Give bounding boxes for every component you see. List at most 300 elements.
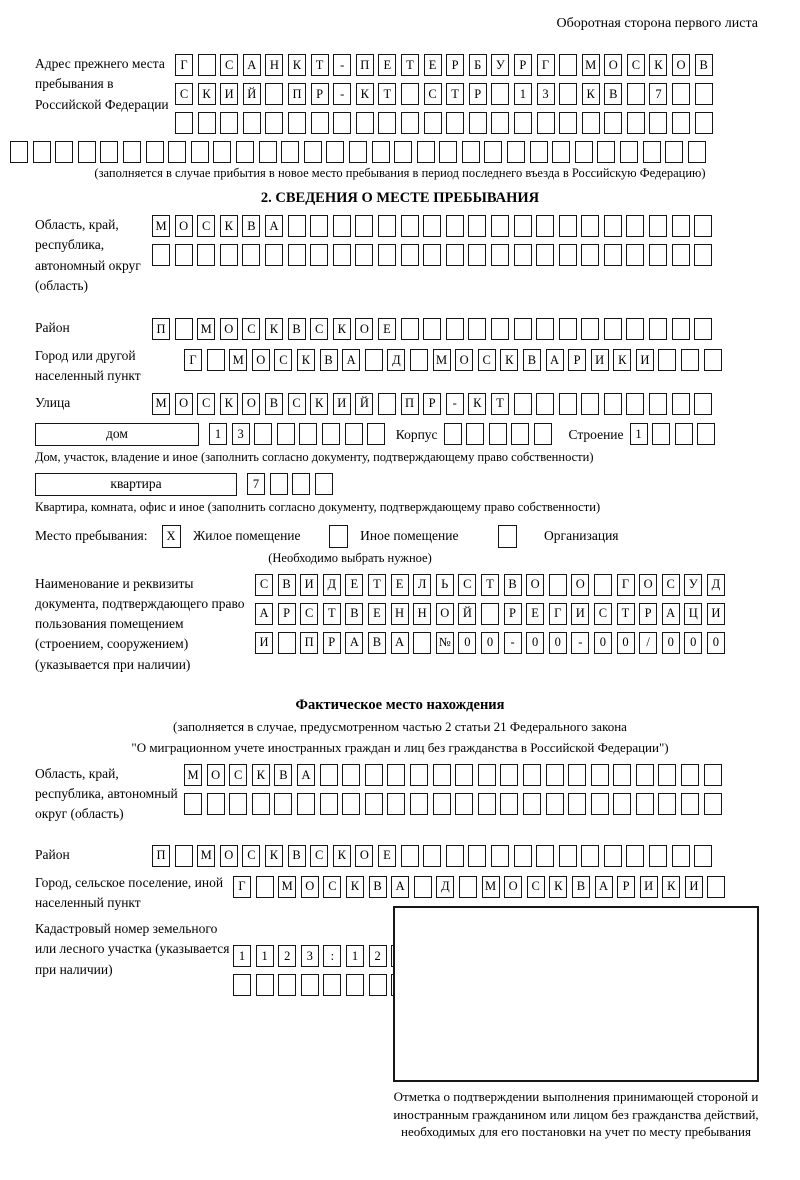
char-box[interactable]: [320, 793, 338, 815]
char-box[interactable]: [489, 423, 507, 445]
char-box[interactable]: 3: [301, 945, 319, 967]
char-box[interactable]: [346, 974, 364, 996]
char-box[interactable]: [401, 244, 419, 266]
char-box[interactable]: К: [265, 845, 283, 867]
char-box[interactable]: [444, 423, 462, 445]
char-box[interactable]: [342, 793, 360, 815]
char-box[interactable]: [523, 764, 541, 786]
char-box[interactable]: [254, 423, 272, 445]
char-box[interactable]: [500, 793, 518, 815]
char-box[interactable]: С: [242, 845, 260, 867]
char-box[interactable]: О: [355, 845, 373, 867]
char-box[interactable]: /: [639, 632, 657, 654]
char-box[interactable]: [423, 244, 441, 266]
char-box[interactable]: [652, 423, 670, 445]
char-box[interactable]: [649, 318, 667, 340]
char-box[interactable]: [649, 244, 667, 266]
char-box[interactable]: Т: [481, 574, 499, 596]
char-box[interactable]: А: [391, 876, 409, 898]
char-box[interactable]: В: [368, 632, 386, 654]
char-box[interactable]: [582, 112, 600, 134]
char-box[interactable]: М: [229, 349, 247, 371]
char-box[interactable]: 1: [514, 83, 532, 105]
char-box[interactable]: С: [310, 318, 328, 340]
char-box[interactable]: К: [613, 349, 631, 371]
char-box[interactable]: Г: [617, 574, 635, 596]
char-box[interactable]: С: [458, 574, 476, 596]
char-box[interactable]: [433, 793, 451, 815]
char-box[interactable]: 0: [707, 632, 725, 654]
char-box[interactable]: Р: [311, 83, 329, 105]
char-box[interactable]: [355, 244, 373, 266]
char-box[interactable]: И: [591, 349, 609, 371]
char-box[interactable]: О: [175, 215, 193, 237]
char-box[interactable]: К: [310, 393, 328, 415]
char-box[interactable]: [559, 393, 577, 415]
char-box[interactable]: [256, 876, 274, 898]
char-box[interactable]: [459, 876, 477, 898]
char-box[interactable]: [626, 318, 644, 340]
char-box[interactable]: С: [255, 574, 273, 596]
char-box[interactable]: [401, 112, 419, 134]
char-box[interactable]: [536, 215, 554, 237]
char-box[interactable]: И: [685, 876, 703, 898]
char-box[interactable]: И: [255, 632, 273, 654]
char-box[interactable]: П: [152, 845, 170, 867]
char-box[interactable]: [349, 141, 367, 163]
char-box[interactable]: Г: [175, 54, 193, 76]
char-box[interactable]: -: [333, 54, 351, 76]
char-box[interactable]: С: [220, 54, 238, 76]
char-box[interactable]: [401, 215, 419, 237]
char-box[interactable]: [270, 473, 288, 495]
char-box[interactable]: П: [300, 632, 318, 654]
char-box[interactable]: [424, 112, 442, 134]
char-box[interactable]: 7: [649, 83, 667, 105]
char-box[interactable]: [243, 112, 261, 134]
char-box[interactable]: А: [546, 349, 564, 371]
char-box[interactable]: [559, 54, 577, 76]
char-box[interactable]: [636, 793, 654, 815]
char-box[interactable]: 1: [346, 945, 364, 967]
char-box[interactable]: [613, 793, 631, 815]
char-box[interactable]: [688, 141, 706, 163]
char-box[interactable]: С: [288, 393, 306, 415]
char-box[interactable]: А: [255, 603, 273, 625]
char-box[interactable]: Е: [378, 318, 396, 340]
char-box[interactable]: И: [220, 83, 238, 105]
char-box[interactable]: [484, 141, 502, 163]
char-box[interactable]: М: [482, 876, 500, 898]
char-box[interactable]: [301, 974, 319, 996]
char-box[interactable]: Р: [639, 603, 657, 625]
char-box[interactable]: К: [288, 54, 306, 76]
char-box[interactable]: Т: [311, 54, 329, 76]
char-box[interactable]: С: [478, 349, 496, 371]
char-box[interactable]: [299, 423, 317, 445]
char-box[interactable]: [417, 141, 435, 163]
char-box[interactable]: Й: [458, 603, 476, 625]
char-box[interactable]: 1: [630, 423, 648, 445]
char-box[interactable]: [672, 393, 690, 415]
char-box[interactable]: [423, 318, 441, 340]
char-box[interactable]: [175, 244, 193, 266]
char-box[interactable]: [546, 793, 564, 815]
char-box[interactable]: [559, 112, 577, 134]
char-box[interactable]: Г: [184, 349, 202, 371]
char-box[interactable]: Г: [537, 54, 555, 76]
checkbox-organizatsiya[interactable]: [498, 525, 517, 548]
char-box[interactable]: В: [265, 393, 283, 415]
char-box[interactable]: А: [243, 54, 261, 76]
char-box[interactable]: -: [333, 83, 351, 105]
char-box[interactable]: О: [672, 54, 690, 76]
char-box[interactable]: [549, 574, 567, 596]
char-box[interactable]: 0: [662, 632, 680, 654]
char-box[interactable]: [213, 141, 231, 163]
char-box[interactable]: И: [333, 393, 351, 415]
char-box[interactable]: Д: [707, 574, 725, 596]
char-box[interactable]: [559, 244, 577, 266]
char-box[interactable]: Т: [378, 83, 396, 105]
char-box[interactable]: [552, 141, 570, 163]
char-box[interactable]: [658, 764, 676, 786]
char-box[interactable]: В: [274, 764, 292, 786]
char-box[interactable]: В: [504, 574, 522, 596]
char-box[interactable]: А: [595, 876, 613, 898]
char-box[interactable]: Ь: [436, 574, 454, 596]
char-box[interactable]: [277, 423, 295, 445]
char-box[interactable]: [500, 764, 518, 786]
char-box[interactable]: С: [627, 54, 645, 76]
char-box[interactable]: А: [342, 349, 360, 371]
char-box[interactable]: [604, 393, 622, 415]
char-box[interactable]: [410, 349, 428, 371]
char-box[interactable]: С: [424, 83, 442, 105]
char-box[interactable]: [455, 793, 473, 815]
char-box[interactable]: С: [242, 318, 260, 340]
char-box[interactable]: [523, 793, 541, 815]
char-box[interactable]: [604, 244, 622, 266]
char-box[interactable]: Т: [491, 393, 509, 415]
char-box[interactable]: [378, 215, 396, 237]
char-box[interactable]: Е: [391, 574, 409, 596]
char-box[interactable]: [695, 112, 713, 134]
char-box[interactable]: [649, 393, 667, 415]
char-box[interactable]: 0: [481, 632, 499, 654]
char-box[interactable]: [672, 845, 690, 867]
char-box[interactable]: №: [436, 632, 454, 654]
char-box[interactable]: [514, 318, 532, 340]
char-box[interactable]: Т: [617, 603, 635, 625]
char-box[interactable]: [575, 141, 593, 163]
char-box[interactable]: [197, 244, 215, 266]
char-box[interactable]: [414, 876, 432, 898]
char-box[interactable]: 0: [684, 632, 702, 654]
char-box[interactable]: [536, 393, 554, 415]
char-box[interactable]: К: [220, 393, 238, 415]
char-box[interactable]: К: [649, 54, 667, 76]
char-box[interactable]: К: [500, 349, 518, 371]
char-box[interactable]: М: [197, 845, 215, 867]
char-box[interactable]: [146, 141, 164, 163]
char-box[interactable]: [311, 112, 329, 134]
char-box[interactable]: [446, 318, 464, 340]
char-box[interactable]: О: [207, 764, 225, 786]
char-box[interactable]: [649, 845, 667, 867]
char-box[interactable]: М: [152, 393, 170, 415]
char-box[interactable]: [627, 112, 645, 134]
char-box[interactable]: [514, 215, 532, 237]
char-box[interactable]: -: [504, 632, 522, 654]
char-box[interactable]: [511, 423, 529, 445]
char-box[interactable]: Т: [323, 603, 341, 625]
char-box[interactable]: 1: [256, 945, 274, 967]
char-box[interactable]: Е: [345, 574, 363, 596]
char-box[interactable]: 1: [209, 423, 227, 445]
char-box[interactable]: 0: [458, 632, 476, 654]
char-box[interactable]: [252, 793, 270, 815]
char-box[interactable]: Н: [391, 603, 409, 625]
char-box[interactable]: [10, 141, 28, 163]
char-box[interactable]: [658, 349, 676, 371]
char-box[interactable]: [387, 793, 405, 815]
char-box[interactable]: [537, 112, 555, 134]
char-box[interactable]: [491, 244, 509, 266]
char-box[interactable]: С: [175, 83, 193, 105]
char-box[interactable]: [468, 244, 486, 266]
char-box[interactable]: [581, 244, 599, 266]
char-box[interactable]: [367, 423, 385, 445]
char-box[interactable]: [322, 423, 340, 445]
char-box[interactable]: [514, 393, 532, 415]
char-box[interactable]: [675, 423, 693, 445]
char-box[interactable]: [184, 793, 202, 815]
char-box[interactable]: О: [604, 54, 622, 76]
char-box[interactable]: Б: [469, 54, 487, 76]
char-box[interactable]: [697, 423, 715, 445]
char-box[interactable]: [278, 632, 296, 654]
char-box[interactable]: И: [571, 603, 589, 625]
char-box[interactable]: К: [549, 876, 567, 898]
char-box[interactable]: [478, 764, 496, 786]
char-box[interactable]: О: [301, 876, 319, 898]
checkbox-inoe-pomeshchenie[interactable]: [329, 525, 348, 548]
char-box[interactable]: О: [639, 574, 657, 596]
char-box[interactable]: 0: [594, 632, 612, 654]
char-box[interactable]: О: [455, 349, 473, 371]
char-box[interactable]: [559, 318, 577, 340]
char-box[interactable]: Р: [514, 54, 532, 76]
char-box[interactable]: О: [252, 349, 270, 371]
char-box[interactable]: [345, 423, 363, 445]
char-box[interactable]: [507, 141, 525, 163]
char-box[interactable]: [695, 83, 713, 105]
char-box[interactable]: [704, 793, 722, 815]
char-box[interactable]: Е: [378, 845, 396, 867]
char-box[interactable]: [100, 141, 118, 163]
char-box[interactable]: [297, 793, 315, 815]
char-box[interactable]: К: [356, 83, 374, 105]
char-box[interactable]: Г: [233, 876, 251, 898]
char-box[interactable]: [265, 83, 283, 105]
char-box[interactable]: О: [220, 845, 238, 867]
char-box[interactable]: А: [345, 632, 363, 654]
char-box[interactable]: В: [572, 876, 590, 898]
char-box[interactable]: Т: [446, 83, 464, 105]
char-box[interactable]: [365, 349, 383, 371]
char-box[interactable]: [534, 423, 552, 445]
char-box[interactable]: [259, 141, 277, 163]
char-box[interactable]: [568, 793, 586, 815]
char-box[interactable]: [229, 793, 247, 815]
char-box[interactable]: Р: [446, 54, 464, 76]
char-box[interactable]: Р: [323, 632, 341, 654]
char-box[interactable]: [514, 845, 532, 867]
char-box[interactable]: [559, 845, 577, 867]
char-box[interactable]: С: [594, 603, 612, 625]
char-box[interactable]: [672, 83, 690, 105]
char-box[interactable]: И: [707, 603, 725, 625]
char-box[interactable]: 0: [549, 632, 567, 654]
char-box[interactable]: [466, 423, 484, 445]
char-box[interactable]: [274, 793, 292, 815]
char-box[interactable]: [207, 349, 225, 371]
char-box[interactable]: [265, 244, 283, 266]
char-box[interactable]: [320, 764, 338, 786]
char-box[interactable]: В: [242, 215, 260, 237]
char-box[interactable]: М: [433, 349, 451, 371]
char-box[interactable]: [536, 845, 554, 867]
char-box[interactable]: [649, 215, 667, 237]
char-box[interactable]: 7: [247, 473, 265, 495]
char-box[interactable]: [439, 141, 457, 163]
char-box[interactable]: В: [288, 845, 306, 867]
char-box[interactable]: И: [640, 876, 658, 898]
char-box[interactable]: Р: [568, 349, 586, 371]
char-box[interactable]: [581, 393, 599, 415]
char-box[interactable]: [604, 318, 622, 340]
char-box[interactable]: [333, 112, 351, 134]
char-box[interactable]: П: [401, 393, 419, 415]
char-box[interactable]: [672, 318, 690, 340]
char-box[interactable]: [433, 764, 451, 786]
char-box[interactable]: [568, 764, 586, 786]
char-box[interactable]: В: [320, 349, 338, 371]
char-box[interactable]: И: [636, 349, 654, 371]
char-box[interactable]: [446, 845, 464, 867]
char-box[interactable]: 3: [537, 83, 555, 105]
char-box[interactable]: Г: [549, 603, 567, 625]
char-box[interactable]: У: [491, 54, 509, 76]
char-box[interactable]: Й: [243, 83, 261, 105]
char-box[interactable]: М: [184, 764, 202, 786]
char-box[interactable]: [462, 141, 480, 163]
char-box[interactable]: [681, 793, 699, 815]
char-box[interactable]: [626, 215, 644, 237]
char-box[interactable]: П: [356, 54, 374, 76]
char-box[interactable]: Н: [413, 603, 431, 625]
char-box[interactable]: П: [152, 318, 170, 340]
char-box[interactable]: О: [504, 876, 522, 898]
char-box[interactable]: [198, 54, 216, 76]
char-box[interactable]: [278, 974, 296, 996]
char-box[interactable]: [315, 473, 333, 495]
char-box[interactable]: Р: [278, 603, 296, 625]
char-box[interactable]: [342, 764, 360, 786]
char-box[interactable]: [530, 141, 548, 163]
char-box[interactable]: К: [220, 215, 238, 237]
char-box[interactable]: [591, 793, 609, 815]
char-box[interactable]: М: [278, 876, 296, 898]
char-box[interactable]: [233, 974, 251, 996]
char-box[interactable]: С: [197, 215, 215, 237]
char-box[interactable]: -: [571, 632, 589, 654]
char-box[interactable]: [694, 318, 712, 340]
char-box[interactable]: С: [323, 876, 341, 898]
char-box[interactable]: [220, 112, 238, 134]
char-box[interactable]: С: [229, 764, 247, 786]
char-box[interactable]: [123, 141, 141, 163]
char-box[interactable]: [694, 845, 712, 867]
char-box[interactable]: [581, 845, 599, 867]
char-box[interactable]: [491, 112, 509, 134]
char-box[interactable]: Д: [436, 876, 454, 898]
char-box[interactable]: Д: [323, 574, 341, 596]
dom-box[interactable]: дом: [35, 423, 199, 446]
char-box[interactable]: П: [288, 83, 306, 105]
char-box[interactable]: [207, 793, 225, 815]
char-box[interactable]: Р: [469, 83, 487, 105]
char-box[interactable]: [365, 793, 383, 815]
char-box[interactable]: [78, 141, 96, 163]
char-box[interactable]: В: [345, 603, 363, 625]
char-box[interactable]: [559, 83, 577, 105]
char-box[interactable]: [292, 473, 310, 495]
char-box[interactable]: :: [323, 945, 341, 967]
char-box[interactable]: В: [278, 574, 296, 596]
char-box[interactable]: [468, 215, 486, 237]
char-box[interactable]: [410, 764, 428, 786]
char-box[interactable]: [288, 112, 306, 134]
char-box[interactable]: [468, 318, 486, 340]
char-box[interactable]: [242, 244, 260, 266]
char-box[interactable]: Ц: [684, 603, 702, 625]
char-box[interactable]: [423, 215, 441, 237]
char-box[interactable]: [55, 141, 73, 163]
char-box[interactable]: С: [300, 603, 318, 625]
char-box[interactable]: [478, 793, 496, 815]
char-box[interactable]: Д: [387, 349, 405, 371]
char-box[interactable]: Т: [368, 574, 386, 596]
char-box[interactable]: [310, 244, 328, 266]
char-box[interactable]: [704, 349, 722, 371]
char-box[interactable]: К: [582, 83, 600, 105]
char-box[interactable]: [536, 318, 554, 340]
char-box[interactable]: [649, 112, 667, 134]
char-box[interactable]: [672, 215, 690, 237]
char-box[interactable]: 2: [369, 945, 387, 967]
char-box[interactable]: Е: [526, 603, 544, 625]
char-box[interactable]: [423, 845, 441, 867]
char-box[interactable]: К: [662, 876, 680, 898]
char-box[interactable]: К: [333, 845, 351, 867]
char-box[interactable]: [469, 112, 487, 134]
char-box[interactable]: [643, 141, 661, 163]
char-box[interactable]: А: [265, 215, 283, 237]
char-box[interactable]: [410, 793, 428, 815]
char-box[interactable]: О: [220, 318, 238, 340]
